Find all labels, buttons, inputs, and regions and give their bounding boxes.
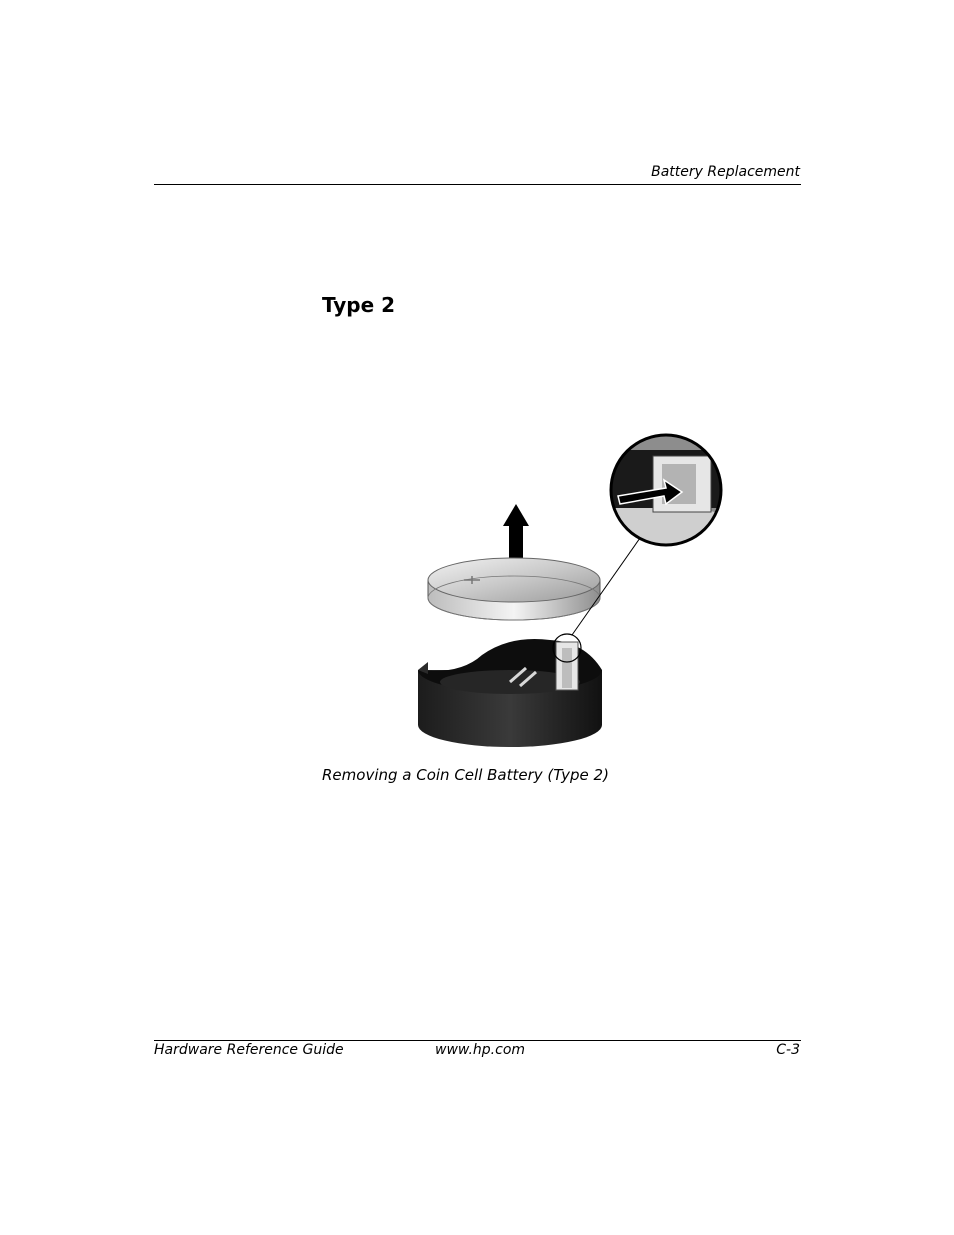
coin-cell-battery (428, 558, 600, 620)
battery-removal-illustration (360, 430, 730, 755)
footer-guide-title: Hardware Reference Guide (154, 1042, 344, 1058)
footer-page-number: C-3 (776, 1042, 800, 1058)
up-arrow-icon (503, 504, 529, 558)
footer-url: www.hp.com (435, 1042, 526, 1058)
running-head: Battery Replacement (651, 164, 800, 180)
holder-latch (553, 634, 581, 690)
section-title: Type 2 (322, 293, 396, 317)
latch-detail-inset (610, 434, 722, 546)
header-rule (154, 184, 801, 185)
battery-holder (418, 634, 602, 747)
figure-caption: Removing a Coin Cell Battery (Type 2) (322, 766, 609, 784)
